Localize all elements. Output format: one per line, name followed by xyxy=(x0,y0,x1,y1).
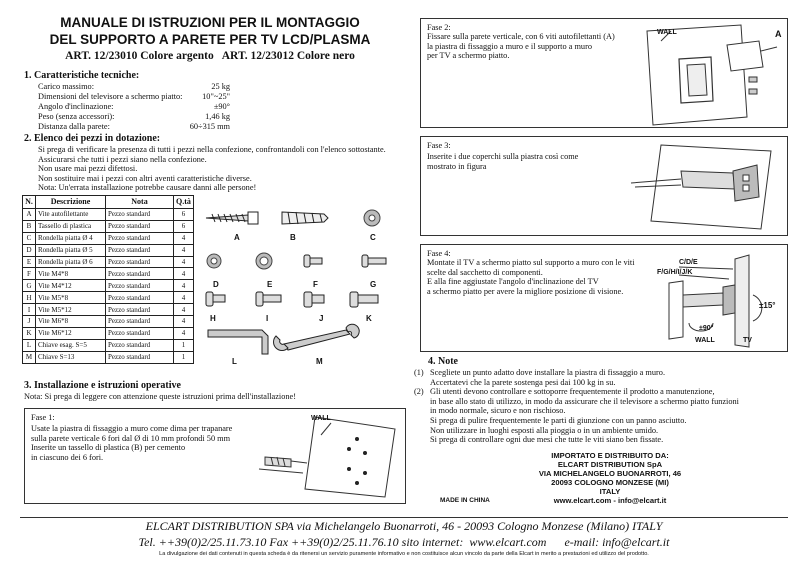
part-letter: H xyxy=(210,314,216,323)
fase4-line: scelte dal sacchetto di componenti. xyxy=(427,267,543,277)
table-cell: E xyxy=(23,256,36,268)
footer-contacts: Tel. ++39(0)2/25.11.73.10 Fax ++39(0)2/25.11.76.10 sito internet: www.elcart.com e-mail: info@elcart.it xyxy=(138,535,670,549)
spec-row: Distanza dalla parete: 60÷315 mm xyxy=(38,122,230,131)
fase1-illustration xyxy=(245,413,405,501)
washer-d-icon xyxy=(207,254,221,268)
washer-c-icon xyxy=(364,210,380,226)
footer-divider xyxy=(20,517,788,518)
section2-heading: 2. Elenco dei pezzi in dotazione: xyxy=(24,133,161,144)
fase2-box xyxy=(420,18,788,128)
part-letter: C xyxy=(370,233,376,242)
table-cell: 4 xyxy=(174,304,194,316)
table-cell: Vite M5*8 xyxy=(36,292,106,304)
note-item: (1) Scegliete un punto adatto dove installare la piastra di fissaggio a muro. Accertatevi che la parete sostenga pesi dai 100 kg in su. xyxy=(414,368,666,387)
table-cell: Pezzo standard xyxy=(106,256,174,268)
col-header-qty: Q.tà xyxy=(174,196,194,209)
table-cell: J xyxy=(23,316,36,328)
fase3-title: Fase 3: xyxy=(427,141,451,150)
hex-key-l-icon xyxy=(208,330,268,354)
table-row xyxy=(23,292,194,304)
fase4-cde-label: C/D/E xyxy=(679,259,698,266)
table-cell: H xyxy=(23,292,36,304)
table-cell: 6 xyxy=(174,220,194,232)
note-line: Nota: Un'errata installazione potrebbe causare danni alle persone! xyxy=(38,183,257,193)
table-cell: Tassello di plastica xyxy=(36,220,106,232)
footer-address: ELCART DISTRIBUTION SPA via Michelangelo Buonarroti, 46 - 20093 Cologno Monzese (Milano) ITALY xyxy=(145,519,663,533)
part-letter: J xyxy=(319,314,324,323)
spec-row: Angolo d'inclinazione: ±90° xyxy=(38,102,230,111)
table-cell: Chiave S=13 xyxy=(36,351,106,363)
part-letter: I xyxy=(266,314,269,323)
table-row xyxy=(23,209,194,221)
part-letter: L xyxy=(232,357,237,366)
screw-g-icon xyxy=(362,255,386,267)
fase2-a-label: A xyxy=(775,29,782,39)
made-in-label: MADE IN CHINA xyxy=(440,497,490,504)
fase2-line: la piastra di fissaggio a muro e il supporto a muro xyxy=(427,41,592,51)
fase4-box xyxy=(420,244,788,352)
fase3-text xyxy=(427,152,647,171)
fase4-line: a schermo piatto per avere la migliore posizione di visione. xyxy=(427,286,624,296)
parts-table xyxy=(22,195,194,364)
screw-i-icon xyxy=(256,292,281,306)
col-header-note: Nota xyxy=(106,196,174,209)
section1-heading: 1. Caratteristiche tecniche: xyxy=(24,70,140,81)
fase1-line: in ciascuno dei 6 fori. xyxy=(31,452,104,462)
table-row xyxy=(23,268,194,280)
fase4-title: Fase 4: xyxy=(427,249,451,258)
fase3-line: Inserite i due coperchi sulla piastra così come xyxy=(427,152,579,161)
part-letter: E xyxy=(267,280,273,289)
part-letter: D xyxy=(213,280,219,289)
part-letter: B xyxy=(290,233,296,242)
table-row xyxy=(23,316,194,328)
table-header-row xyxy=(23,196,194,209)
table-cell: G xyxy=(23,280,36,292)
table-cell: Pezzo standard xyxy=(106,232,174,244)
table-cell: C xyxy=(23,232,36,244)
note-line: Si prega di verificare la presenza di tutti i pezzi nella confezione, confrontandoli con l'elenco sottostante. xyxy=(38,145,386,154)
fase4-fghijk-label: F/G/H/I/J/K xyxy=(657,269,693,276)
table-cell: Pezzo standard xyxy=(106,220,174,232)
fase2-wall-label: WALL xyxy=(657,29,677,36)
note-line: Assicurarsi che tutti i pezzi siano nella confezione. xyxy=(38,154,207,164)
fase2-line: per TV a schermo piatto. xyxy=(427,51,510,61)
title-line-1: MANUALE DI ISTRUZIONI PER IL MONTAGGIO xyxy=(60,15,360,30)
table-cell: L xyxy=(23,339,36,351)
table-cell: A xyxy=(23,209,36,221)
note-line: Non sostituire mai i pezzi con altri aventi caratteristiche diverse. xyxy=(38,173,252,183)
section2-notes xyxy=(38,145,408,193)
table-cell: 1 xyxy=(174,339,194,351)
fase1-line: Inserite un tassello di plastica (B) per cemento xyxy=(31,443,186,453)
fase3-box xyxy=(420,136,788,236)
fase4-wall-label: WALL xyxy=(695,337,715,344)
fase1-title: Fase 1: xyxy=(31,413,55,422)
fase4-text xyxy=(427,258,667,296)
table-row xyxy=(23,351,194,363)
table-cell: Pezzo standard xyxy=(106,304,174,316)
fase3-line: mostrato in figura xyxy=(427,161,487,171)
footer-disclaimer: La divulgazione dei dati contenuti in questa scheda è da ritenersi un servizio puramente informativo e non costituisce alcun vincolo da parte della Elcart in merito a prestazioni ed utilizzo del prodotto. xyxy=(159,551,649,557)
section4-notes xyxy=(414,368,788,445)
table-cell: 4 xyxy=(174,244,194,256)
table-cell: M xyxy=(23,351,36,363)
part-letter: K xyxy=(366,314,372,323)
fase1-wall-label: WALL xyxy=(311,415,331,422)
fase1-box xyxy=(24,408,406,504)
table-cell: F xyxy=(23,268,36,280)
wrench-m-icon xyxy=(274,324,360,350)
importer-block: IMPORTATO E DISTRIBUITO DA: ELCART DISTRIBUTION SpA VIA MICHELANGELO BUONARROTI, 46 20093 COLOGNO MONZESE (MI) ITALY www.elcart.com - info@elcart.it xyxy=(538,451,682,505)
table-cell: Vite M6*8 xyxy=(36,316,106,328)
table-row xyxy=(23,280,194,292)
part-letter: F xyxy=(313,280,318,289)
screw-a-icon xyxy=(206,212,258,224)
fase4-illustration xyxy=(649,249,787,351)
table-cell: Rondella piatta Ø 5 xyxy=(36,244,106,256)
fase1-line: Usate la piastra di fissaggio a muro come dima per trapanare xyxy=(31,424,233,433)
table-cell: Chiave esag. S=5 xyxy=(36,339,106,351)
fase4-line: Montate il TV a schermo piatto sul supporto a muro con le viti xyxy=(427,258,635,267)
fase1-text xyxy=(31,424,271,462)
table-cell: K xyxy=(23,327,36,339)
table-cell: Vite M6*12 xyxy=(36,327,106,339)
document-title xyxy=(20,14,400,48)
table-cell: Vite M4*8 xyxy=(36,268,106,280)
table-row xyxy=(23,339,194,351)
table-row xyxy=(23,232,194,244)
table-cell: 4 xyxy=(174,316,194,328)
table-cell: 4 xyxy=(174,256,194,268)
table-cell: Vite M5*12 xyxy=(36,304,106,316)
table-row xyxy=(23,244,194,256)
col-header-n: N. xyxy=(23,196,36,209)
fase1-line: sulla parete verticale 6 fori dal Ø di 10 mm profondi 50 mm xyxy=(31,433,231,443)
anchor-b-icon xyxy=(282,212,328,224)
screw-j-icon xyxy=(304,292,324,307)
screw-f-icon xyxy=(304,255,322,267)
part-letter: M xyxy=(316,357,323,366)
fase4-angle-label: ±15° xyxy=(759,301,776,310)
article-codes: ART. 12/23010 Colore argento ART. 12/23012 Colore nero xyxy=(65,50,355,62)
table-cell: 4 xyxy=(174,232,194,244)
fase3-illustration xyxy=(621,141,785,233)
table-cell: Pezzo standard xyxy=(106,268,174,280)
spec-row: Carico massimo: 25 kg xyxy=(38,82,230,91)
table-cell: Rondella piatta Ø 6 xyxy=(36,256,106,268)
table-cell: Pezzo standard xyxy=(106,292,174,304)
section3-heading: 3. Installazione e istruzioni operative xyxy=(24,380,181,391)
table-cell: Vite M4*12 xyxy=(36,280,106,292)
part-letter: A xyxy=(234,233,240,242)
table-cell: 6 xyxy=(174,209,194,221)
washer-e-icon xyxy=(256,253,272,269)
fase2-title: Fase 2: xyxy=(427,23,451,32)
table-cell: Pezzo standard xyxy=(106,351,174,363)
screw-h-icon xyxy=(206,292,225,306)
fase2-illustration xyxy=(631,21,787,127)
table-cell: 1 xyxy=(174,351,194,363)
table-cell: Pezzo standard xyxy=(106,316,174,328)
table-row xyxy=(23,327,194,339)
table-cell: I xyxy=(23,304,36,316)
fase4-tv-label: TV xyxy=(743,337,752,344)
note-line: Non usare mai pezzi difettosi. xyxy=(38,164,138,174)
section4-heading: 4. Note xyxy=(428,356,458,367)
title-line-2: DEL SUPPORTO A PARETE PER TV LCD/PLASMA xyxy=(49,32,371,47)
table-cell: Vite autofilettante xyxy=(36,209,106,221)
table-cell: D xyxy=(23,244,36,256)
table-cell: 4 xyxy=(174,327,194,339)
table-cell: 4 xyxy=(174,280,194,292)
table-cell: B xyxy=(23,220,36,232)
parts-table-body xyxy=(23,209,194,364)
fase4-angle2-label: ±90° xyxy=(699,325,714,332)
table-cell: Pezzo standard xyxy=(106,327,174,339)
note-item: (2) Gli utenti devono controllare e sottoporre frequentemente il prodotto a manutenzione, in base allo stato di utilizzo, in modo da assicurare che il televisore a schermo piatto funzioni in modo normale, sicuro e non rischioso. Si prega di pulire frequentemente le parti di giunzione con un panno asciutto. Non utilizzare in luoghi esposti alla pioggia o in un ambiente umido. Si prega di controllare ogni due mesi che tutte le viti siano ben fissate. xyxy=(414,387,739,445)
table-cell: 4 xyxy=(174,268,194,280)
fase2-line: Fissare sulla parete verticale, con 6 viti autofilettanti (A) xyxy=(427,32,615,41)
fase4-line: E alla fine aggiustate l'angolo d'inclinazione del TV xyxy=(427,277,599,287)
col-header-description: Descrizione xyxy=(36,196,106,209)
table-cell: Pezzo standard xyxy=(106,280,174,292)
table-cell: Pezzo standard xyxy=(106,339,174,351)
table-cell: Rondella piatta Ø 4 xyxy=(36,232,106,244)
spec-row: Peso (senza accessori): 1,46 kg xyxy=(38,112,230,121)
part-letter: G xyxy=(370,280,377,289)
table-cell: 4 xyxy=(174,292,194,304)
spec-row: Dimensioni del televisore a schermo piatto: 10"~25" xyxy=(38,92,230,101)
table-cell: Pezzo standard xyxy=(106,244,174,256)
table-cell: Pezzo standard xyxy=(106,209,174,221)
table-row xyxy=(23,304,194,316)
table-row xyxy=(23,256,194,268)
screw-k-icon xyxy=(350,292,378,307)
section3-note: Nota: Si prega di leggere con attenzione queste istruzioni prima dell'installazione! xyxy=(24,392,296,401)
table-row xyxy=(23,220,194,232)
